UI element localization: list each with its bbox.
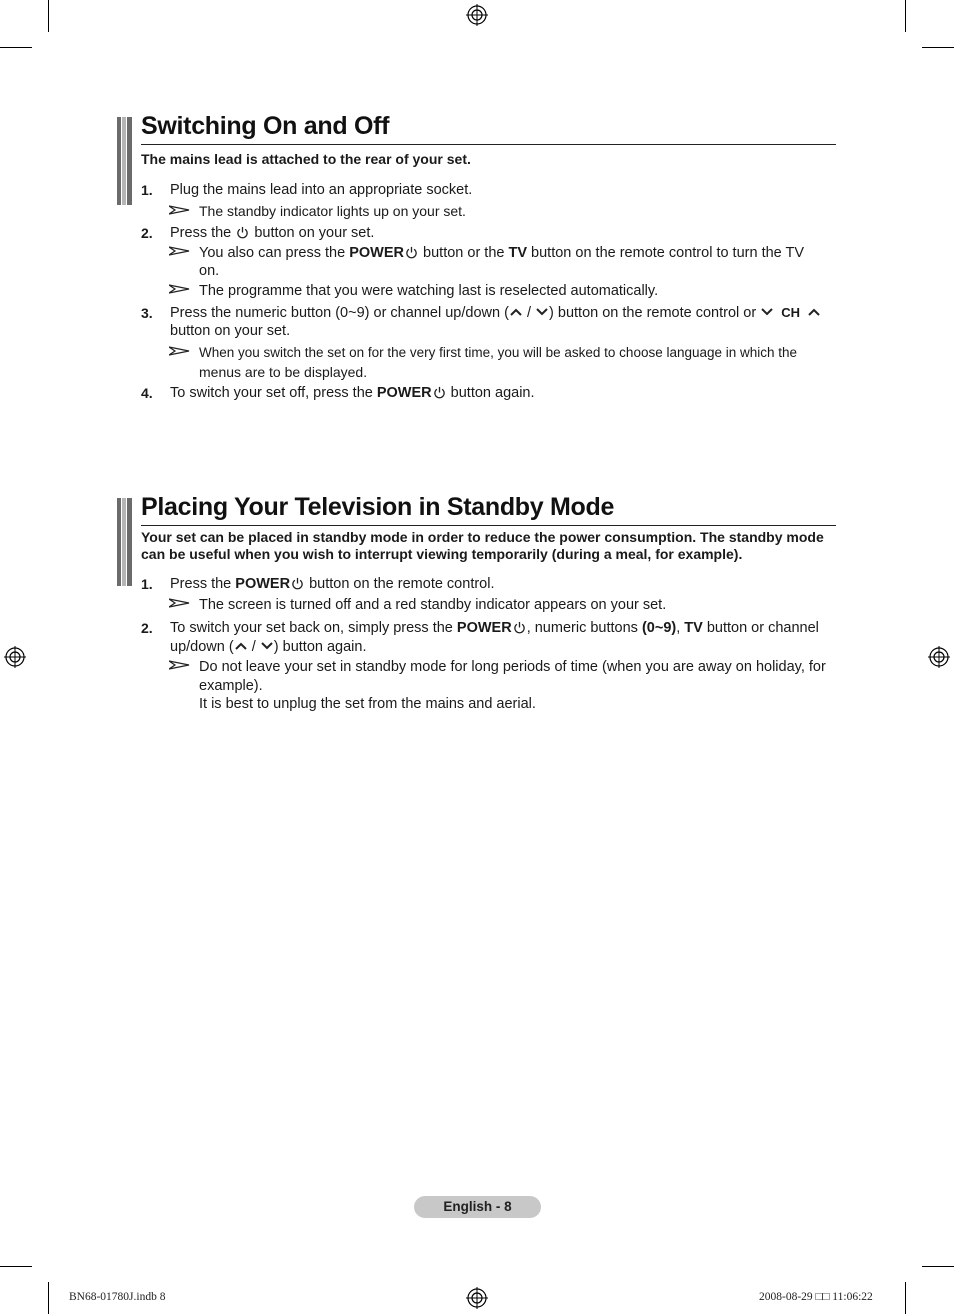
text: button on your set. — [254, 225, 375, 241]
text: Press the — [170, 225, 232, 241]
step-note-continued: menus are to be displayed. — [199, 364, 368, 380]
chevron-down-icon — [760, 307, 774, 317]
chevron-down-icon — [535, 307, 549, 317]
text: up/down ( — [170, 639, 234, 655]
text: ) button on the remote control or — [549, 305, 757, 321]
step-note-continued: example). — [199, 678, 263, 694]
step-note — [199, 244, 839, 262]
text: / — [526, 305, 531, 321]
registration-mark-icon — [466, 4, 488, 26]
crop-mark — [922, 1266, 954, 1267]
page-number-badge: English - 8 — [414, 1196, 541, 1218]
step-text — [170, 224, 836, 242]
section-intro: The mains lead is attached to the rear of your set. — [141, 151, 471, 167]
section-intro: Your set can be placed in standby mode in order to reduce the power consumption. The standby mode can be useful when you wish to interrupt viewing temporarily (during a meal, for example). — [141, 529, 824, 562]
registration-mark-icon — [928, 646, 950, 668]
crop-mark — [905, 1282, 906, 1314]
step-note: The standby indicator lights up on your set. — [199, 203, 466, 219]
step-number: 1. — [141, 182, 153, 198]
tv-label: TV — [508, 245, 528, 261]
text: button or the — [423, 245, 505, 261]
step-text — [170, 575, 836, 593]
step-note-continued: It is best to unplug the set from the mains and aerial. — [199, 696, 536, 712]
step-note-continued: on. — [199, 263, 220, 279]
crop-mark — [905, 0, 906, 32]
numeric-label: (0~9) — [641, 620, 677, 636]
chevron-down-icon — [260, 641, 274, 651]
step-text — [170, 304, 836, 322]
chevron-up-icon — [807, 307, 821, 317]
section-marker-bar — [122, 117, 126, 205]
section-marker-bar — [127, 117, 132, 205]
text: Press the — [170, 576, 232, 592]
crop-mark — [922, 47, 954, 48]
step-number: 2. — [141, 620, 153, 636]
crop-mark — [48, 1282, 49, 1314]
power-icon — [513, 621, 526, 634]
step-note: Do not leave your set in standby mode for long periods of time (when you are away on holiday, for — [199, 659, 826, 675]
crop-mark — [48, 0, 49, 32]
section-title-standby: Placing Your Television in Standby Mode — [141, 493, 615, 521]
text: To switch your set off, press the — [170, 385, 373, 401]
tv-label: TV — [684, 620, 703, 636]
step-note: The screen is turned off and a red standby indicator appears on your set. — [199, 597, 667, 613]
power-label: POWER — [456, 620, 512, 636]
text: button on the remote control. — [309, 576, 495, 592]
note-arrow-icon — [169, 205, 191, 215]
note-arrow-icon — [169, 346, 191, 356]
section-title-switching: Switching On and Off — [141, 112, 390, 140]
text: , numeric buttons — [526, 620, 638, 636]
step-note: The programme that you were watching last is reselected automatically. — [199, 283, 659, 299]
step-number: 2. — [141, 225, 153, 241]
step-text: Plug the mains lead into an appropriate socket. — [170, 182, 473, 198]
power-label: POWER — [376, 385, 432, 401]
step-text-continued: button on your set. — [170, 323, 291, 339]
note-arrow-icon — [169, 246, 191, 256]
section-marker-bar — [127, 498, 132, 586]
step-number: 3. — [141, 305, 153, 321]
note-arrow-icon — [169, 284, 191, 294]
text: You also can press the — [199, 245, 346, 261]
title-rule — [141, 144, 836, 145]
power-icon — [433, 386, 446, 399]
registration-mark-icon — [466, 1287, 488, 1309]
step-number: 4. — [141, 385, 153, 401]
note-arrow-icon — [169, 598, 191, 608]
power-icon — [405, 246, 418, 259]
section-marker-bar — [122, 498, 126, 586]
step-text — [170, 384, 836, 402]
crop-mark — [0, 47, 32, 48]
print-slug-timestamp: 2008-08-29 □□ 11:06:22 — [759, 1291, 873, 1303]
text: / — [251, 639, 256, 655]
text: button again. — [450, 385, 535, 401]
chevron-up-icon — [509, 307, 523, 317]
text: , — [676, 620, 681, 636]
step-text — [170, 619, 836, 637]
title-rule — [141, 525, 836, 526]
power-icon — [291, 577, 304, 590]
registration-mark-icon — [4, 646, 26, 668]
power-label: POWER — [349, 245, 404, 261]
text: button on the remote control to turn the TV — [531, 245, 805, 261]
ch-label: CH — [781, 305, 801, 320]
note-arrow-icon — [169, 660, 191, 670]
text: To switch your set back on, simply press the — [170, 620, 453, 636]
text: button or channel — [706, 620, 819, 636]
print-slug-file: BN68-01780J.indb 8 — [69, 1291, 166, 1303]
section-marker-bar — [117, 498, 121, 586]
section-marker-bar — [117, 117, 121, 205]
text: Press the numeric button (0~9) or channel up/down ( — [170, 305, 509, 321]
power-label: POWER — [235, 576, 291, 592]
text: ) button again. — [273, 639, 367, 655]
chevron-up-icon — [234, 641, 248, 651]
power-icon — [236, 226, 249, 239]
step-note: When you switch the set on for the very first time, you will be asked to choose language in which the — [199, 345, 798, 360]
crop-mark — [0, 1266, 32, 1267]
step-text-continued — [170, 638, 836, 656]
step-number: 1. — [141, 576, 153, 592]
